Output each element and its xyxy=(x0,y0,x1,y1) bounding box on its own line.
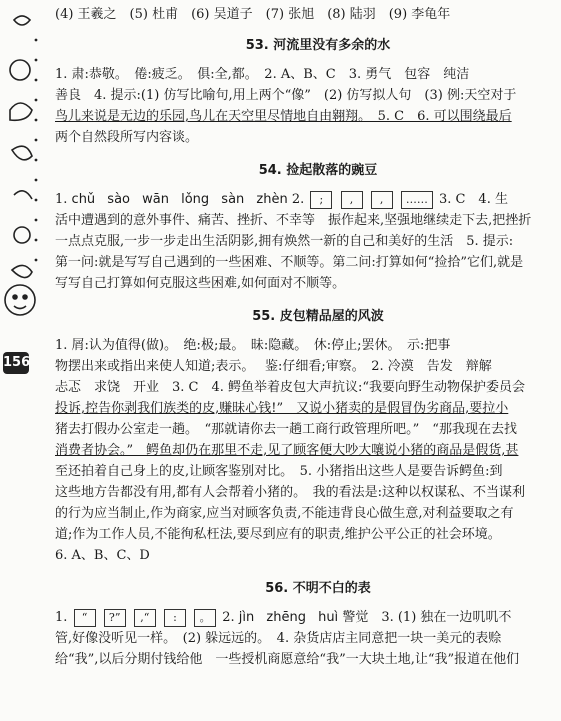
s54-q1-label: 1. xyxy=(55,192,68,207)
punct-box: ,“ xyxy=(134,609,156,627)
section-55-title: 55. 皮包精品屋的风波 xyxy=(252,309,384,324)
punct-box: , xyxy=(371,191,393,209)
s55-line-7: 至还拍着自己身上的皮,让顾客鉴别对比。 5. 小猪指出这些人是要告诉鳄鱼:到 xyxy=(55,464,503,479)
section-53-title: 53. 河流里没有多余的水 xyxy=(245,38,391,53)
s55-line-2: 物摆出来或指出来使人知道;表示。 鉴:仔细看;审察。 2. 冷漠 告发 辩解 xyxy=(55,359,492,374)
s53-line-3: 鸟儿来说是无边的乐园,鸟儿在天空里尽情地自由翱翔。 5. C 6. 可以围绕最后 xyxy=(55,109,512,124)
s54-line-2: 活中遭遇到的意外事件、痛苦、挫折、不幸等 振作起来,坚强地继续走下去,把挫折 xyxy=(55,213,532,228)
s55-line-4: 投诉,控告你剥我们族类的皮,赚昧心钱!” 又说小猪卖的是假冒伪劣商品,要拉小 xyxy=(55,401,509,416)
s56-q2-label: 2. xyxy=(222,610,235,625)
s56-line-3: 给“我”,以后分期付钱给他 一些授机商愿意给“我”一大块土地,让“我”报道在他们 xyxy=(55,652,520,667)
s55-line-9: 的行为应当制止,作为商家,应当对顾客负责,不能违背良心做生意,对利益要取之有 xyxy=(55,506,514,521)
s54-line-1-tail: 3. C 4. 生 xyxy=(438,192,508,207)
s53-line-2: 善良 4. 提示:(1) 仿写比喻句,用上两个“像” (2) 仿写拟人句 (3) 例:天空对于 xyxy=(55,88,517,103)
s53-line-1: 1. 肃:恭敬。 倦:疲乏。 俱:全,都。 2. A、B、C 3. 勇气 包容 纯洁 xyxy=(55,67,470,82)
s54-line-4: 第一问:就是写写自己遇到的一些困难、不顺等。第二问:打算如何“捡拾”它们,就是 xyxy=(55,255,524,270)
s56-line-1 xyxy=(55,607,551,628)
s54-q2-label: 2. xyxy=(291,192,305,207)
section-54-title: 54. 捡起散落的豌豆 xyxy=(258,163,378,178)
s56-q1-label: 1. xyxy=(55,610,68,625)
punct-box: , xyxy=(341,191,363,209)
section-56-title: 56. 不明不白的表 xyxy=(265,581,371,596)
punct-box: ; xyxy=(310,191,332,209)
s55-line-3: 忐忑 求饶 开业 3. C 4. 鳄鱼举着皮包大声抗议:“我要向野生动物保护委员会 xyxy=(55,380,526,395)
s55-line-8: 这些地方告都没有用,都有人会帮着小猪的。 我的看法是:这种以权谋私、不当谋利 xyxy=(55,485,526,500)
s56-line-2: 管,好像没听见一样。 (2) 躲远远的。 4. 杂货店店主同意把一块一美元的表赊 xyxy=(55,631,502,646)
s55-line-10: 道;作为工作人员,不能徇私枉法,要尽到应有的职责,维护公平公正的社会环境。 xyxy=(55,527,501,542)
s54-line-5: 写写自己打算如何克服这些困难,如何面对不顺等。 xyxy=(55,276,346,291)
answer-content xyxy=(55,4,551,670)
s56-line-1-after: 警觉 3. (1) 独在一边叽叽不 xyxy=(342,610,512,625)
s54-line-3: 一点点克服,一步一步走出生活阴影,拥有焕然一新的自己和美好的生活 5. 提示: xyxy=(55,234,514,249)
s56-pinyin: jìn zhēng huì xyxy=(238,610,339,625)
page-number: 156 xyxy=(3,352,29,374)
s53-line-4: 两个自然段所写内容谈。 xyxy=(55,130,199,145)
punct-box: …… xyxy=(401,191,433,209)
punct-box: “ xyxy=(74,609,96,627)
punct-box: ?” xyxy=(104,609,126,627)
punct-box: : xyxy=(164,609,186,627)
s55-line-1: 1. 屑:认为值得(做)。 绝:极;最。 昧:隐藏。 休:停止;罢休。 示:把事 xyxy=(55,338,451,353)
s55-line-5: 猪去打假办公室走一趟。 “那就请你去一趟工商行政管理所吧。” “那我现在去找 xyxy=(55,422,517,437)
s54-pinyin: chǔ sào wān lǒng sàn zhèn xyxy=(71,192,288,207)
punct-box: 。 xyxy=(194,609,216,627)
s54-line-1 xyxy=(55,189,551,210)
s52-line-1: (4) 王羲之 (5) 杜甫 (6) 吴道子 (7) 张旭 (8) 陆羽 (9) 李龟年 xyxy=(55,7,451,22)
s55-line-6: 消费者协会。” 鳄鱼却仍在那里不走,见了顾客便大吵大嚷说小猪的商品是假货,甚 xyxy=(55,443,519,458)
s55-line-11: 6. A、B、C、D xyxy=(55,548,150,563)
